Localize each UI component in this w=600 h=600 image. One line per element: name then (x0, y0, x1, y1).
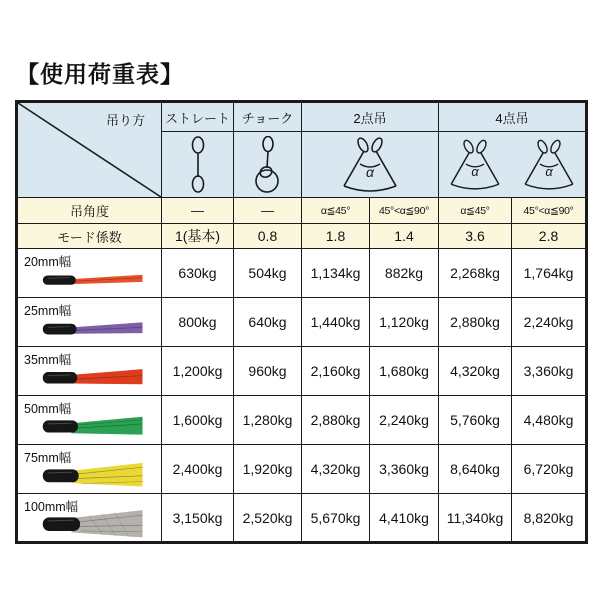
table-row (17, 249, 587, 298)
svg-text:α: α (471, 163, 479, 179)
load-value: 8,640kg (439, 445, 512, 494)
column-header-four-point: 4点吊 (439, 102, 587, 132)
corner-cell (17, 102, 162, 198)
mode-value: 1.8 (302, 224, 370, 249)
alpha-label: α (366, 163, 374, 180)
load-value: 1,440kg (302, 298, 370, 347)
two-point-sling-icon (334, 136, 406, 194)
mode-value: 1(基本) (162, 224, 234, 249)
load-value: 640kg (234, 298, 302, 347)
angle-value: 45°<α≦90° (370, 198, 439, 224)
straight-icon-cell (162, 132, 234, 198)
load-value: 2,240kg (370, 396, 439, 445)
sling-label-cell (17, 494, 162, 543)
load-value: 1,680kg (370, 347, 439, 396)
load-value: 3,360kg (370, 445, 439, 494)
load-value: 504kg (234, 249, 302, 298)
load-value: 2,240kg (512, 298, 587, 347)
load-value: 1,200kg (162, 347, 234, 396)
choke-sling-icon (253, 136, 283, 194)
load-value: 2,880kg (439, 298, 512, 347)
load-value: 1,764kg (512, 249, 587, 298)
four-point-icon-cell (439, 132, 587, 198)
load-value: 1,280kg (234, 396, 302, 445)
load-value: 3,360kg (512, 347, 587, 396)
choke-icon-cell (234, 132, 302, 198)
load-value: 4,320kg (302, 445, 370, 494)
four-point-sling-icon (516, 136, 582, 194)
table-row (17, 445, 587, 494)
load-value: 630kg (162, 249, 234, 298)
straight-sling-icon (187, 136, 209, 194)
table-row (17, 347, 587, 396)
sling-label-cell (17, 347, 162, 396)
mode-value: 3.6 (439, 224, 512, 249)
four-point-sling-icon (442, 136, 508, 194)
load-value: 5,670kg (302, 494, 370, 543)
sling-label-cell (17, 445, 162, 494)
column-header-two-point: 2点吊 (302, 102, 439, 132)
mode-value: 2.8 (512, 224, 587, 249)
load-value: 882kg (370, 249, 439, 298)
load-value: 1,600kg (162, 396, 234, 445)
svg-text:α: α (545, 163, 553, 179)
page-title: 【使用荷重表】 (16, 61, 184, 87)
sling-label-cell (17, 396, 162, 445)
load-value: 2,268kg (439, 249, 512, 298)
column-header-straight: ストレート (162, 102, 234, 132)
sling-width-label: 50mm幅 (24, 402, 72, 416)
load-value: 2,880kg (302, 396, 370, 445)
load-value: 1,120kg (370, 298, 439, 347)
load-value: 2,160kg (302, 347, 370, 396)
load-value: 3,150kg (162, 494, 234, 543)
sling-width-label: 100mm幅 (24, 500, 79, 514)
load-value: 5,760kg (439, 396, 512, 445)
load-value: 11,340kg (439, 494, 512, 543)
mode-value: 1.4 (370, 224, 439, 249)
angle-value: — (234, 198, 302, 224)
sling-width-label: 75mm幅 (24, 451, 72, 465)
sling-width-label: 35mm幅 (24, 353, 72, 367)
table-row (17, 298, 587, 347)
sling-label-cell (17, 249, 162, 298)
mode-row-label: モード係数 (17, 224, 162, 249)
sling-width-label: 20mm幅 (24, 255, 72, 269)
load-value: 4,410kg (370, 494, 439, 543)
load-value: 8,820kg (512, 494, 587, 543)
table-row (17, 396, 587, 445)
load-capacity-table (15, 100, 588, 544)
mode-value: 0.8 (234, 224, 302, 249)
angle-row-label: 吊角度 (17, 198, 162, 224)
sling-width-label: 25mm幅 (24, 304, 72, 318)
load-value: 4,320kg (439, 347, 512, 396)
sling-photo-25mm (18, 313, 163, 346)
corner-label: 吊り方 (105, 113, 145, 128)
load-value: 4,480kg (512, 396, 587, 445)
sling-label-cell (17, 298, 162, 347)
load-value: 960kg (234, 347, 302, 396)
angle-value: α≦45° (302, 198, 370, 224)
two-point-icon-cell (302, 132, 439, 198)
load-value: 800kg (162, 298, 234, 347)
table-row (17, 494, 587, 543)
column-header-choke: チョーク (234, 102, 302, 132)
angle-value: — (162, 198, 234, 224)
angle-value: 45°<α≦90° (512, 198, 587, 224)
load-value: 2,400kg (162, 445, 234, 494)
load-value: 1,920kg (234, 445, 302, 494)
sling-photo-20mm (18, 264, 163, 297)
angle-value: α≦45° (439, 198, 512, 224)
load-value: 2,520kg (234, 494, 302, 543)
load-value: 1,134kg (302, 249, 370, 298)
load-value: 6,720kg (512, 445, 587, 494)
